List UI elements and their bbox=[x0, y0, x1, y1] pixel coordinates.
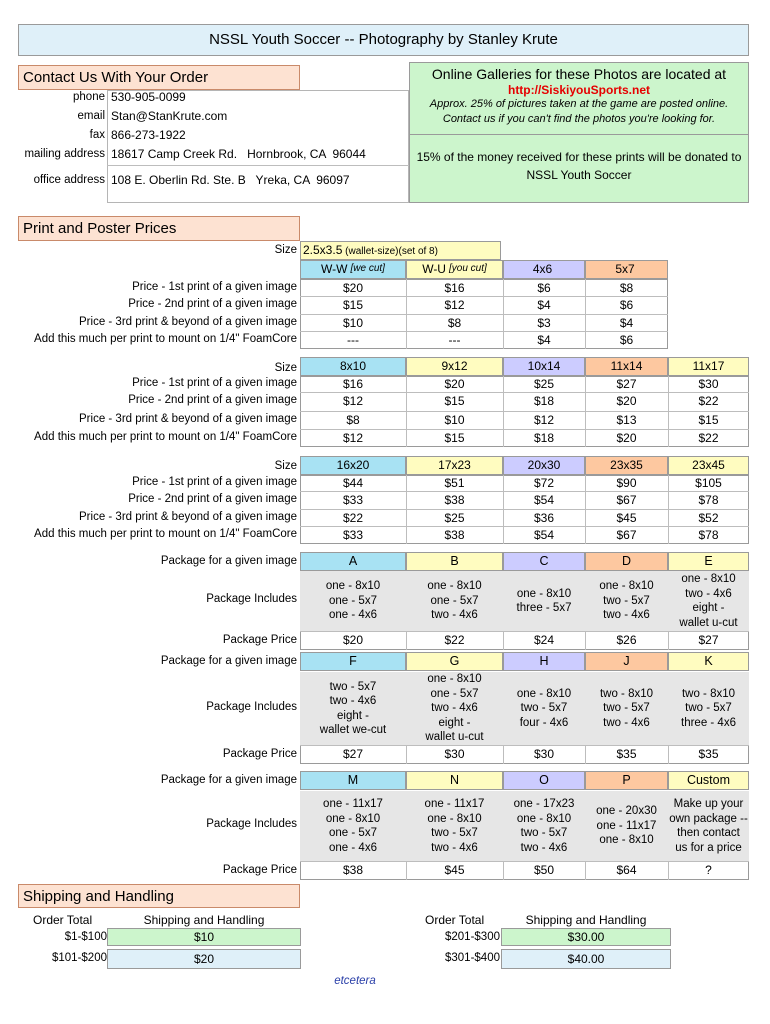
package-name-cell: D bbox=[585, 552, 668, 571]
package-includes-cell: two - 8x10 two - 5x7 two - 4x6 bbox=[585, 672, 668, 745]
price-cell: $72 bbox=[533, 476, 555, 491]
package-name-cell: B bbox=[406, 552, 503, 571]
package-price-cell: $27 bbox=[698, 633, 719, 648]
price-row-label: Add this much per print to mount on 1/4" FoamCore bbox=[34, 528, 297, 540]
price-cell: $67 bbox=[616, 493, 637, 508]
package-label: Package for a given image bbox=[160, 774, 297, 786]
size-header-main: W-U bbox=[422, 262, 446, 277]
package-includes-cell: one - 20x30 one - 11x17 one - 8x10 bbox=[585, 791, 668, 861]
wallet-size-value: 2.5x3.5 bbox=[303, 243, 343, 257]
price-cell: $12 bbox=[533, 413, 555, 428]
galleries-note-1: Approx. 25% of pictures taken at the game are posted online. bbox=[429, 98, 729, 110]
contact-label: office address bbox=[33, 174, 105, 186]
price-cell: $78 bbox=[698, 493, 719, 508]
package-includes-cell: one - 17x23 one - 8x10 two - 5x7 two - 4x6 bbox=[503, 791, 585, 861]
package-price-label: Package Price bbox=[222, 634, 297, 646]
price-cell: $30 bbox=[698, 377, 719, 392]
price-cell: $15 bbox=[444, 431, 465, 446]
package-price-label: Package Price bbox=[222, 864, 297, 876]
order-range-left: $1-$100 bbox=[64, 931, 107, 943]
page-title-bar bbox=[18, 24, 749, 56]
order-total-header-right: Order Total bbox=[425, 913, 485, 927]
price-cell: $20 bbox=[616, 394, 637, 409]
contact-value[interactable]: 866-273-1922 bbox=[111, 128, 186, 142]
price-cell: $36 bbox=[533, 511, 555, 526]
package-name-cell: F bbox=[300, 652, 406, 671]
contact-heading-text: Contact Us With Your Order bbox=[23, 69, 209, 86]
wallet-size-cell bbox=[300, 241, 501, 260]
size-header-cell: 11x17 bbox=[668, 357, 749, 376]
package-name-cell: J bbox=[585, 652, 668, 671]
size-header-sub: [we cut] bbox=[350, 263, 385, 275]
package-price-cell: $22 bbox=[444, 633, 465, 648]
price-cell: $6 bbox=[619, 298, 634, 313]
price-cell: $4 bbox=[619, 316, 634, 331]
order-range-left: $101-$200 bbox=[52, 952, 107, 964]
package-includes-cell: one - 8x10 two - 5x7 two - 4x6 bbox=[585, 571, 668, 631]
size-header-cell: 11x14 bbox=[585, 357, 668, 376]
price-cell: $38 bbox=[444, 528, 465, 543]
shipping-cost-left: $20 bbox=[107, 949, 301, 969]
price-cell: $52 bbox=[698, 511, 719, 526]
package-price-cell: $38 bbox=[342, 863, 364, 878]
size-header-main: 5x7 bbox=[615, 262, 635, 277]
size-header-cell bbox=[300, 260, 406, 279]
price-cell: $15 bbox=[444, 394, 465, 409]
package-name-cell: M bbox=[300, 771, 406, 790]
price-cell: $8 bbox=[619, 281, 634, 296]
size-label: Size bbox=[274, 362, 297, 374]
contact-value[interactable]: Stan@StanKrute.com bbox=[111, 109, 228, 123]
package-price-cell: $45 bbox=[444, 863, 465, 878]
package-price-cell: ? bbox=[705, 863, 712, 878]
package-includes-cell: two - 8x10 two - 5x7 three - 4x6 bbox=[668, 672, 749, 745]
package-price-cell: $27 bbox=[342, 747, 364, 762]
package-includes-cell: Make up your own package -- then contact us for a price bbox=[668, 791, 749, 861]
size-header-cell: 9x12 bbox=[406, 357, 503, 376]
price-cell: $33 bbox=[342, 493, 364, 508]
page-title: NSSL Youth Soccer -- Photography by Stanley Krute bbox=[209, 31, 558, 48]
package-includes-cell: one - 8x10 one - 5x7 one - 4x6 bbox=[300, 571, 406, 631]
price-cell: $51 bbox=[444, 476, 465, 491]
price-cell: $22 bbox=[342, 511, 364, 526]
size-header-cell: 23x35 bbox=[585, 456, 668, 475]
size-header-cell bbox=[503, 260, 585, 279]
price-cell: $67 bbox=[616, 528, 637, 543]
size-header-cell bbox=[406, 260, 503, 279]
package-price-cell: $20 bbox=[342, 633, 364, 648]
size-header-cell: 20x30 bbox=[503, 456, 585, 475]
price-row-label: Add this much per print to mount on 1/4" FoamCore bbox=[34, 333, 297, 345]
package-name-cell: H bbox=[503, 652, 585, 671]
price-cell: $12 bbox=[342, 431, 364, 446]
price-cell: $8 bbox=[346, 413, 360, 428]
etcetera-note: etcetera bbox=[334, 975, 376, 987]
package-price-cell: $35 bbox=[616, 747, 637, 762]
price-cell: $4 bbox=[537, 333, 551, 348]
package-price-cell: $30 bbox=[444, 747, 465, 762]
package-label: Package for a given image bbox=[160, 555, 297, 567]
galleries-note-2: Contact us if you can't find the photos you're looking for. bbox=[442, 113, 716, 125]
price-cell: $90 bbox=[616, 476, 637, 491]
size-header-cell: 23x45 bbox=[668, 456, 749, 475]
shipping-cost-right: $40.00 bbox=[501, 949, 671, 969]
contact-value[interactable]: 530-905-0099 bbox=[111, 90, 186, 104]
size-header-cell: 10x14 bbox=[503, 357, 585, 376]
size-label: Size bbox=[274, 460, 297, 472]
package-name-cell: P bbox=[585, 771, 668, 790]
price-cell: $16 bbox=[342, 377, 364, 392]
package-includes-cell: one - 8x10 two - 5x7 four - 4x6 bbox=[503, 672, 585, 745]
package-includes-cell: one - 11x17 one - 8x10 one - 5x7 one - 4x6 bbox=[300, 791, 406, 861]
size-header-cell: 16x20 bbox=[300, 456, 406, 475]
package-includes-cell: one - 8x10 one - 5x7 two - 4x6 bbox=[406, 571, 503, 631]
price-cell: $10 bbox=[342, 316, 364, 331]
price-cell: $25 bbox=[533, 377, 555, 392]
price-row-label: Price - 2nd print of a given image bbox=[128, 394, 297, 406]
package-includes-label: Package Includes bbox=[206, 700, 297, 713]
price-cell: $54 bbox=[533, 493, 555, 508]
package-includes-cell: one - 11x17 one - 8x10 two - 5x7 two - 4x6 bbox=[406, 791, 503, 861]
size-header-cell: 8x10 bbox=[300, 357, 406, 376]
package-name-cell: A bbox=[300, 552, 406, 571]
order-range-right: $301-$400 bbox=[445, 952, 500, 964]
price-cell: --- bbox=[448, 333, 461, 348]
package-price-cell: $35 bbox=[698, 747, 719, 762]
contact-label: mailing address bbox=[24, 148, 105, 160]
price-row-label: Price - 1st print of a given image bbox=[132, 377, 297, 389]
package-includes-label: Package Includes bbox=[206, 818, 297, 830]
price-cell: $25 bbox=[444, 511, 465, 526]
price-cell: $10 bbox=[444, 413, 465, 428]
donation-text: 15% of the money received for these prints will be donated to NSSL Youth Soccer bbox=[416, 150, 742, 182]
price-cell: $22 bbox=[698, 394, 719, 409]
price-cell: --- bbox=[347, 333, 359, 348]
package-includes-cell: one - 8x10 one - 5x7 two - 4x6 eight - wallet u-cut bbox=[406, 672, 503, 745]
price-row-label: Price - 2nd print of a given image bbox=[128, 493, 297, 505]
size-header-cell: 17x23 bbox=[406, 456, 503, 475]
price-cell: $27 bbox=[616, 377, 637, 392]
prices-heading bbox=[18, 216, 300, 241]
package-includes-cell: one - 8x10 two - 4x6 eight - wallet u-cut bbox=[668, 571, 749, 631]
price-cell: $78 bbox=[698, 528, 719, 543]
contact-value: 108 E. Oberlin Rd. Ste. B Yreka, CA 96097 bbox=[111, 173, 350, 187]
shipping-cost-left: $10 bbox=[107, 928, 301, 946]
price-row-label: Price - 3rd print & beyond of a given image bbox=[79, 511, 297, 523]
price-cell: $18 bbox=[533, 394, 555, 409]
package-includes-cell: two - 5x7 two - 4x6 eight - wallet we-cut bbox=[300, 672, 406, 745]
price-cell: $13 bbox=[616, 413, 637, 428]
price-cell: $105 bbox=[695, 476, 722, 491]
price-cell: $3 bbox=[537, 316, 551, 331]
price-row-label: Price - 3rd print & beyond of a given image bbox=[79, 316, 297, 328]
shipping-heading-text: Shipping and Handling bbox=[23, 887, 174, 905]
package-price-cell: $64 bbox=[616, 863, 637, 878]
price-cell: $22 bbox=[698, 431, 719, 446]
price-cell: $15 bbox=[342, 298, 364, 313]
price-row-label: Price - 2nd print of a given image bbox=[128, 298, 297, 310]
size-header-sub: [you cut] bbox=[448, 263, 487, 275]
package-name-cell: C bbox=[503, 552, 585, 571]
price-cell: $8 bbox=[447, 316, 462, 331]
contact-label: email bbox=[77, 110, 105, 122]
price-cell: $54 bbox=[533, 528, 555, 543]
price-cell: $45 bbox=[616, 511, 637, 526]
order-total-header-left: Order Total bbox=[33, 913, 93, 927]
size-header-main: 4x6 bbox=[532, 262, 553, 277]
shipping-heading bbox=[18, 884, 300, 908]
package-label: Package for a given image bbox=[160, 655, 297, 667]
price-cell: $12 bbox=[444, 298, 465, 313]
galleries-title: Online Galleries for these Photos are located at bbox=[431, 66, 727, 82]
contact-label: fax bbox=[89, 129, 105, 141]
package-name-cell: G bbox=[406, 652, 503, 671]
price-cell: $20 bbox=[342, 281, 364, 296]
price-cell: $4 bbox=[537, 298, 551, 313]
package-includes-label: Package Includes bbox=[206, 593, 297, 605]
price-cell: $12 bbox=[342, 394, 364, 409]
contact-label: phone bbox=[73, 91, 105, 103]
price-row-label: Price - 1st print of a given image bbox=[132, 476, 297, 488]
contact-heading bbox=[18, 65, 300, 90]
package-price-cell: $30 bbox=[533, 747, 555, 762]
package-price-cell: $50 bbox=[533, 863, 555, 878]
price-cell: $38 bbox=[444, 493, 465, 508]
shipping-header-right: Shipping and Handling bbox=[525, 913, 647, 927]
price-cell: $20 bbox=[616, 431, 637, 446]
shipping-header-left: Shipping and Handling bbox=[143, 913, 265, 927]
size-label: Size bbox=[274, 244, 297, 256]
price-row-label: Price - 1st print of a given image bbox=[132, 281, 297, 293]
price-cell: $6 bbox=[619, 333, 634, 348]
size-header-main: W-W bbox=[321, 262, 348, 277]
shipping-cost-right: $30.00 bbox=[501, 928, 671, 946]
price-cell: $20 bbox=[444, 377, 465, 392]
package-name-cell: N bbox=[406, 771, 503, 790]
contact-value: 18617 Camp Creek Rd. Hornbrook, CA 96044 bbox=[111, 147, 366, 161]
package-price-cell: $26 bbox=[616, 633, 637, 648]
package-name-cell: E bbox=[668, 552, 749, 571]
price-cell: $33 bbox=[342, 528, 364, 543]
price-cell: $44 bbox=[342, 476, 364, 491]
package-name-cell: Custom bbox=[668, 771, 749, 790]
package-name-cell: O bbox=[503, 771, 585, 790]
package-includes-cell: one - 8x10 three - 5x7 bbox=[503, 571, 585, 631]
price-cell: $16 bbox=[444, 281, 465, 296]
package-price-cell: $24 bbox=[533, 633, 555, 648]
price-cell: $18 bbox=[533, 431, 555, 446]
prices-heading-text: Print and Poster Prices bbox=[23, 220, 177, 237]
price-cell: $15 bbox=[698, 413, 719, 428]
galleries-url-link[interactable]: http://SiskiyouSports.net bbox=[507, 83, 650, 97]
wallet-size-note: (wallet-size)(set of 8) bbox=[342, 246, 438, 257]
size-header-cell bbox=[585, 260, 668, 279]
order-range-right: $201-$300 bbox=[445, 931, 500, 943]
package-price-label: Package Price bbox=[222, 748, 297, 760]
price-cell: $6 bbox=[537, 281, 551, 296]
price-row-label: Price - 3rd print & beyond of a given image bbox=[79, 413, 297, 425]
package-name-cell: K bbox=[668, 652, 749, 671]
price-row-label: Add this much per print to mount on 1/4" FoamCore bbox=[34, 431, 297, 443]
